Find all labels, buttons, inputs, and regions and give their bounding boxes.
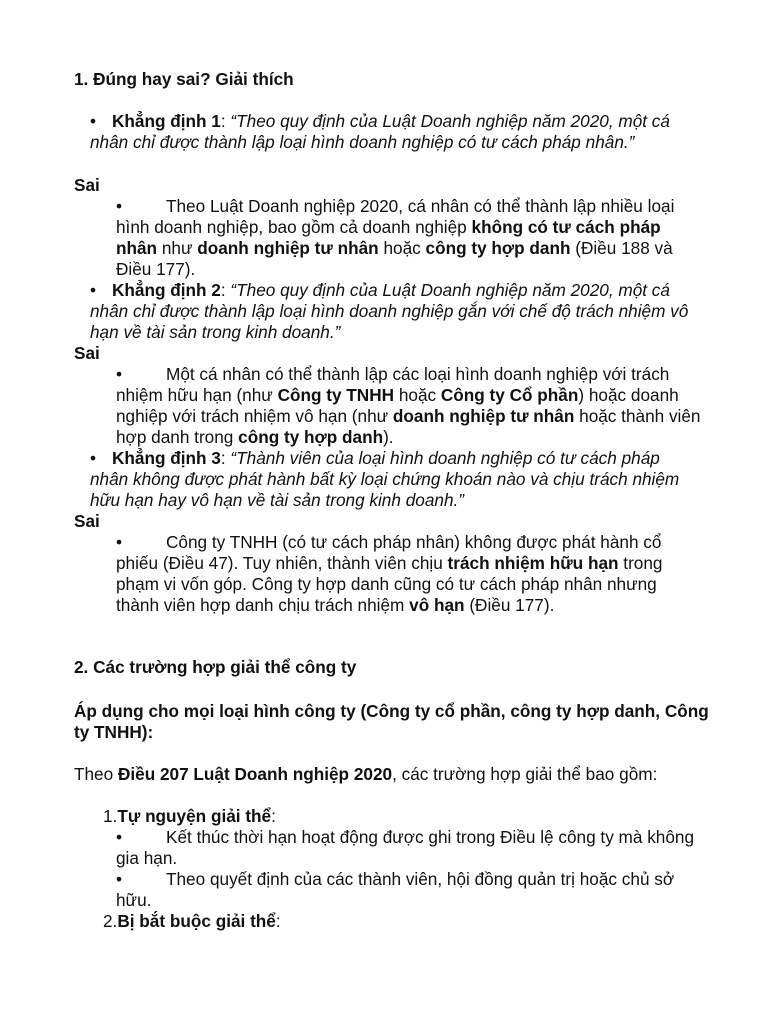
text-run: Một cá nhân có thể thành lập các loại hình doanh nghiệp với trách nhiệm hữu hạn (như [116, 364, 670, 405]
bullet: • [90, 280, 97, 300]
bullet: • [116, 196, 123, 216]
text-run: (Điều 188 và Điều 177). [116, 238, 673, 279]
section-2-subheading: Áp dụng cho mọi loại hình công ty (Công ty cổ phần, công ty hợp danh, Công ty TNHH): [74, 701, 709, 742]
bold-run: Công ty Cổ phần [440, 385, 579, 405]
list-number: 1. [103, 806, 118, 826]
list-item [103, 806, 276, 827]
section-1-heading: 1. Đúng hay sai? Giải thích [74, 69, 294, 89]
list-item [103, 911, 281, 932]
claim-3-label: Khẳng định 3 [112, 448, 221, 468]
claim-3-verdict: Sai [74, 511, 100, 531]
colon: : [220, 448, 226, 468]
colon: : [275, 911, 281, 931]
bold-run: doanh nghiệp tư nhân [197, 238, 379, 258]
bold-run: doanh nghiệp tư nhân [392, 406, 575, 426]
sub-list-item [116, 827, 696, 869]
claim-3 [90, 448, 700, 511]
text-run: như [157, 238, 198, 258]
text-run: hoặc [378, 238, 426, 258]
text-run: , các trường hợp giải thể bao gồm: [392, 764, 658, 784]
bullet: • [90, 448, 97, 468]
text-run: (Điều 177). [464, 595, 555, 615]
bold-run: Điều 207 Luật Doanh nghiệp 2020 [117, 764, 393, 784]
section-2-heading: 2. Các trường hợp giải thể công ty [74, 657, 357, 677]
claim-1-quote: “Theo quy định của Luật Doanh nghiệp năm 2020, một cá nhân chỉ được thành lập loại hình doanh nghiệp có tư cách pháp nhân.” [90, 111, 670, 152]
text-run: Công ty TNHH (có tư cách pháp nhân) không được phát hành cổ phiếu (Điều 47). Tuy nhiên, thành viên chịu [116, 532, 662, 573]
bullet: • [116, 827, 123, 847]
claim-1 [90, 111, 700, 153]
text-run: ). [383, 427, 394, 447]
sub-list-item [116, 869, 696, 911]
claim-1-label: Khẳng định 1 [112, 111, 221, 131]
bullet: • [116, 869, 123, 889]
text-run: Theo Luật Doanh nghiệp 2020, cá nhân có thể thành lập nhiều loại hình doanh nghiệp, bao gồm cả doanh nghiệp [116, 196, 675, 237]
bold-run: không có tư cách pháp nhân [116, 217, 661, 258]
claim-2-explanation [116, 364, 702, 448]
claim-1-verdict: Sai [74, 175, 100, 195]
text-run: hoặc thành viên hợp danh trong [116, 406, 701, 447]
claim-1-explanation [116, 196, 702, 280]
claim-2-label: Khẳng định 2 [112, 280, 221, 300]
claim-2-quote: “Theo quy định của Luật Doanh nghiệp năm 2020, một cá nhân chỉ được thành lập loại hình doanh nghiệp gắn với chế độ trách nhiệm vô hạn về tài sản trong kinh doanh.” [90, 280, 689, 342]
bullet: • [116, 532, 123, 552]
colon: : [220, 111, 226, 131]
bullet: • [116, 364, 123, 384]
claim-2 [90, 280, 700, 343]
bold-run: trách nhiệm hữu hạn [447, 553, 619, 573]
text-run: Theo [74, 764, 118, 784]
list-item-title: Bị bắt buộc giải thể [117, 911, 276, 931]
bold-run: công ty hợp danh [425, 238, 571, 258]
sub-list-item-text: Kết thúc thời hạn hoạt động được ghi trong Điều lệ công ty mà không gia hạn. [116, 827, 695, 868]
colon: : [220, 280, 226, 300]
bold-run: công ty hợp danh [238, 427, 384, 447]
sub-list-item-text: Theo quyết định của các thành viên, hội đồng quản trị hoặc chủ sở hữu. [116, 869, 675, 910]
colon: : [271, 806, 276, 826]
list-number: 2. [103, 911, 118, 931]
text-run: ) hoặc doanh nghiệp với trách nhiệm vô hạn (như [116, 385, 679, 426]
bold-run: vô hạn [409, 595, 465, 615]
bold-run: Công ty TNHH [277, 385, 395, 405]
claim-3-explanation [116, 532, 702, 616]
bullet: • [90, 111, 97, 131]
section-2-intro [74, 764, 714, 785]
list-item-title: Tự nguyện giải thể [117, 806, 272, 826]
claim-2-verdict: Sai [74, 343, 100, 363]
text-run: hoặc [394, 385, 441, 405]
text-run: trong phạm vi vốn góp. Công ty hợp danh cũng có tư cách pháp nhân nhưng thành viên hợp danh chịu trách nhiệm [116, 553, 663, 615]
claim-3-quote: “Thành viên của loại hình doanh nghiệp có tư cách pháp nhân không được phát hành bất kỳ loại chứng khoán nào và chịu trách nhiệm hữu hạn hay vô hạn về tài sản trong kinh doanh.” [90, 448, 680, 510]
